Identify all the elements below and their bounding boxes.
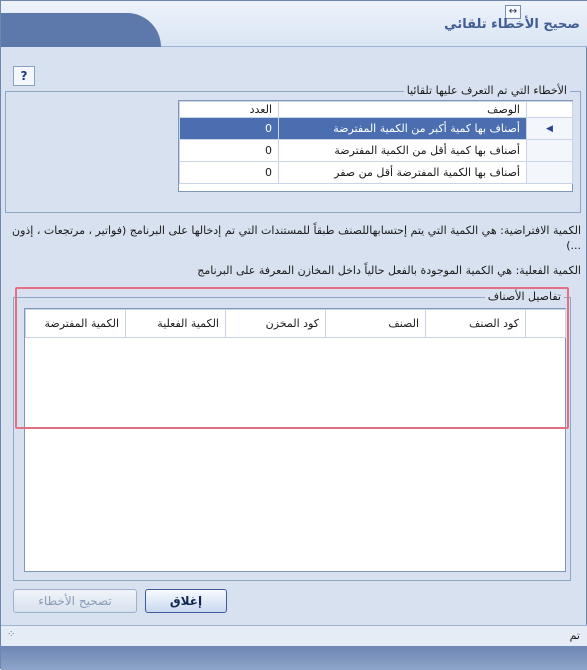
actual-quantity-note: الكمية الفعلية: هي الكمية الموجودة بالفعل حالياً داخل المخازن المعرفة على البرنامج	[197, 264, 581, 277]
row-header-corner	[527, 102, 573, 118]
column-header-actual-qty[interactable]: الكمية الفعلية	[126, 310, 226, 338]
highlight-frame	[15, 287, 569, 429]
status-text: تم	[569, 629, 580, 642]
count-cell: 0	[180, 162, 279, 184]
close-button[interactable]: إغلاق	[145, 589, 227, 613]
table-row[interactable]	[180, 140, 573, 162]
description-cell: أصناف بها الكمية المفترضة أقل من صفر	[279, 162, 527, 184]
fix-errors-button[interactable]: تصحيح الأخطاء	[13, 589, 137, 613]
title-bar	[1, 1, 587, 47]
resize-grip-icon[interactable]: ⁘	[7, 629, 16, 640]
errors-group	[5, 84, 581, 213]
details-group-label: تفاصيل الأصناف	[485, 290, 564, 303]
row-selector-arrow-icon[interactable]: ◀	[527, 118, 573, 140]
errors-table-header	[180, 102, 573, 118]
column-header-item[interactable]: الصنف	[326, 310, 426, 338]
column-header-assumed-qty[interactable]: الكمية المفترضة	[26, 310, 126, 338]
errors-group-label: الأخطاء التي تم التعرف عليها تلقائيا	[404, 84, 570, 97]
column-header-store-code[interactable]: كود المخزن	[226, 310, 326, 338]
window-bottom-border	[1, 646, 587, 670]
title-decoration	[1, 13, 161, 47]
count-cell: 0	[180, 118, 279, 140]
column-header-item-code[interactable]: كود الصنف	[426, 310, 526, 338]
row-selector[interactable]	[527, 162, 573, 184]
column-header-count[interactable]: العدد	[180, 102, 279, 118]
resize-arrows-icon[interactable]: ↔	[505, 5, 521, 19]
count-cell: 0	[180, 140, 279, 162]
table-row[interactable]	[180, 118, 573, 140]
errors-table	[178, 100, 573, 192]
table-row[interactable]	[180, 162, 573, 184]
row-selector[interactable]	[527, 140, 573, 162]
status-bar	[1, 625, 587, 646]
help-button[interactable]: ?	[13, 66, 35, 86]
description-cell: أصناف بها كمية أكبر من الكمية المفترضة	[279, 118, 527, 140]
window-title: صحيح الأخطاء تلقائي	[444, 17, 580, 32]
column-header-description[interactable]: الوصف	[279, 102, 527, 118]
assumed-quantity-note: الكمية الافتراضية: هي الكمية التي يتم إحتسابهاللصنف طبقاً للمستندات التي تم إدخالها على البرنامج (فواتير ، مرتجعات ، إذون ...)	[11, 224, 581, 252]
description-cell: أصناف بها كمية أقل من الكمية المفترضة	[279, 140, 527, 162]
